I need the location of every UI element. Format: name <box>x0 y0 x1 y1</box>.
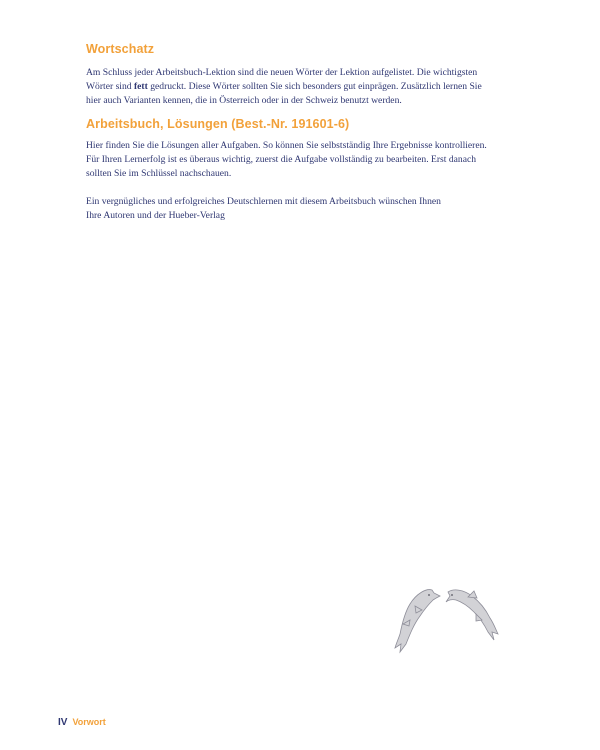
dolphin-left-eye-icon <box>428 594 430 596</box>
closing-paragraph <box>86 195 526 223</box>
page-footer <box>58 715 106 729</box>
dolphins-illustration <box>392 580 510 660</box>
paragraph-loesungen <box>86 139 526 181</box>
dolphin-right-icon <box>446 590 498 640</box>
text-line: Ihre Autoren und der Hueber-Verlag <box>86 210 225 221</box>
heading-loesungen: Arbeitsbuch, Lösungen (Best.-Nr. 191601-6) <box>86 117 350 131</box>
dolphin-right-eye-icon <box>451 594 453 596</box>
text-segment: gedruckt. Diese Wörter sollten Sie sich besonders gut einprägen. Zusätzlich lernen Sie <box>147 81 482 92</box>
text-line: hier auch Varianten kennen, die in Österreich oder in der Schweiz benutzt werden. <box>86 95 402 106</box>
bold-word: fett <box>133 81 148 92</box>
text-line: Für Ihren Lernerfolg ist es überaus wichtig, zuerst die Aufgabe vollständig zu bearbeiten. Erst danach <box>86 154 477 165</box>
text-segment: Wörter sind <box>86 81 134 92</box>
page-number: IV <box>58 716 68 728</box>
text-line: Ein vergnügliches und erfolgreiches Deutschlernen mit diesem Arbeitsbuch wünschen Ihnen <box>86 196 441 207</box>
text-line: sollten Sie im Schlüssel nachschauen. <box>86 168 232 179</box>
text-line: Hier finden Sie die Lösungen aller Aufgaben. So können Sie selbstständig Ihre Ergebnisse kontrollieren. <box>86 140 487 151</box>
paragraph-wortschatz <box>86 66 526 108</box>
text-line: Am Schluss jeder Arbeitsbuch-Lektion sind die neuen Wörter der Lektion aufgelistet. Die wichtigsten <box>86 67 478 78</box>
main-content <box>86 38 526 223</box>
heading-wortschatz: Wortschatz <box>86 42 155 56</box>
footer-section-title: Vorwort <box>72 717 106 727</box>
dolphin-left-icon <box>395 590 440 652</box>
